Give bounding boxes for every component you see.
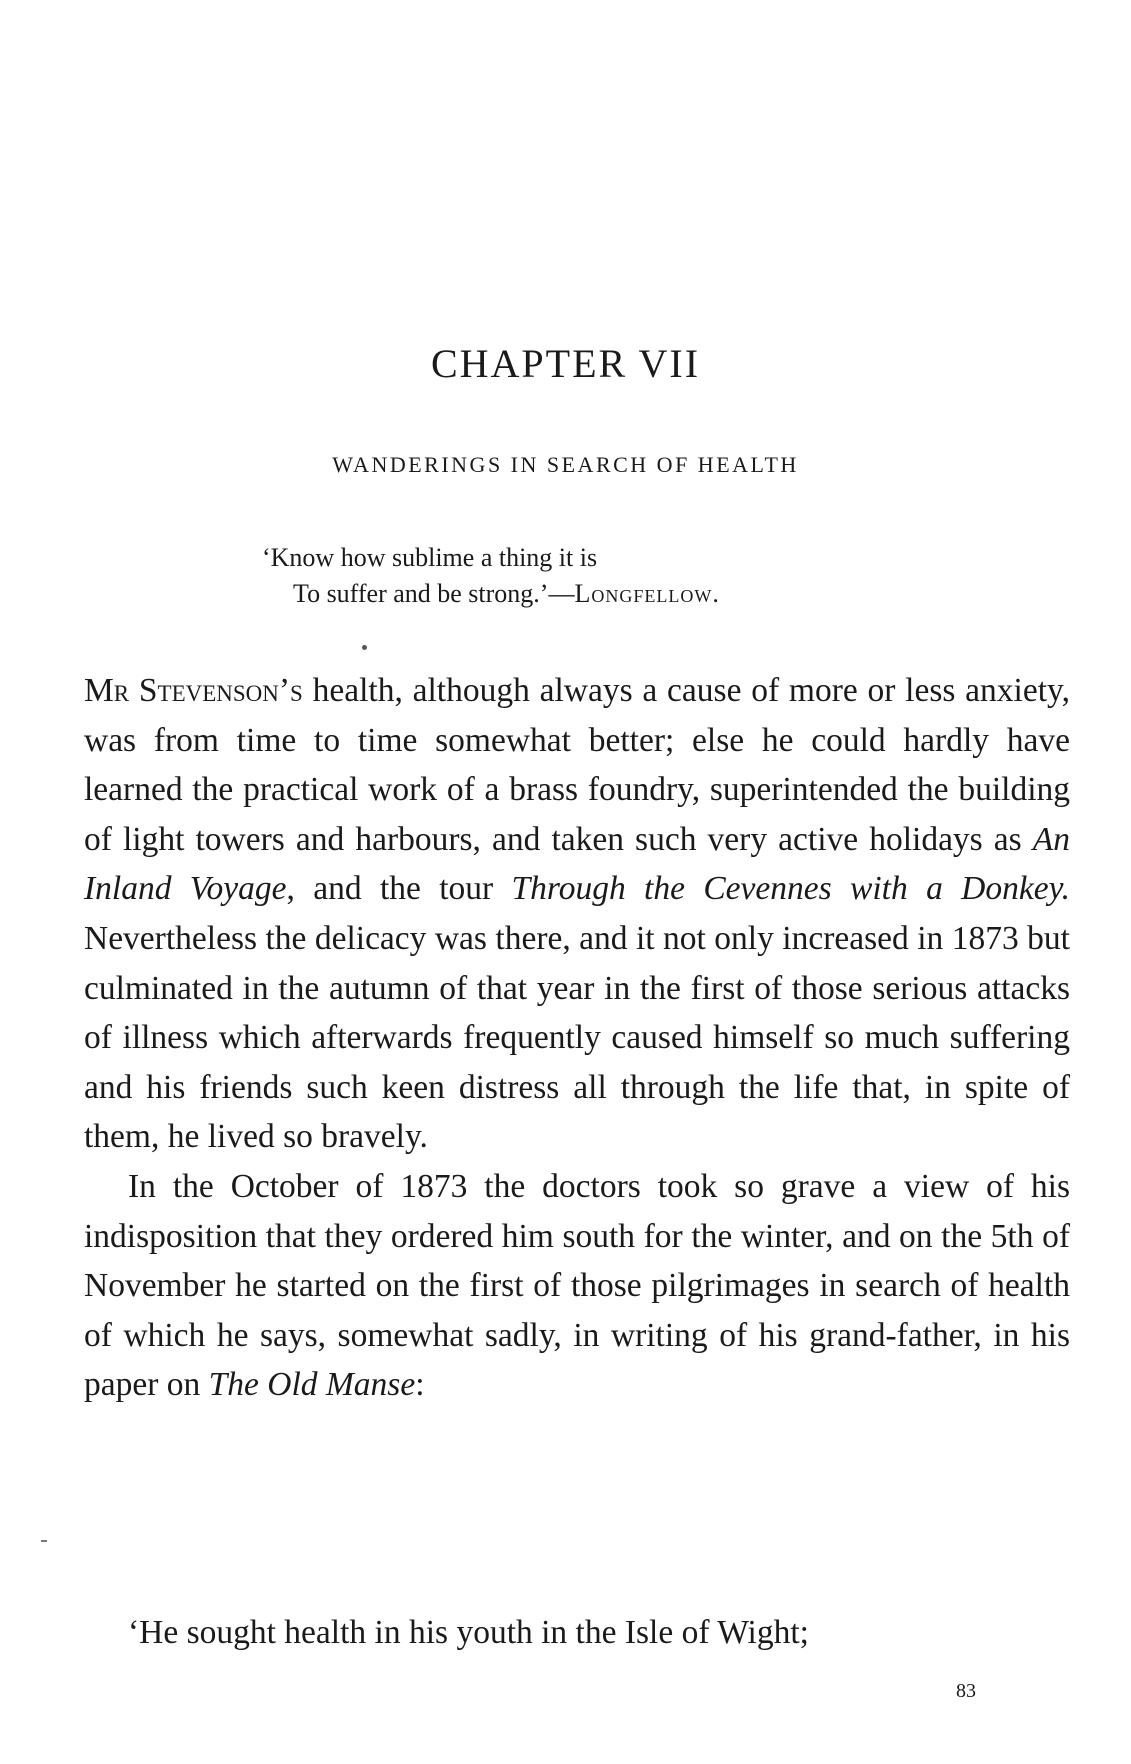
body-text — [84, 666, 1070, 1410]
title-an-inland-voyage: An Inland Voyage — [84, 820, 1070, 908]
chapter-title: CHAPTER VII — [430, 341, 701, 386]
paragraph-1-part-1: health, although always a cause of more or less anxiety, was from time to time somewhat better; else he could hardly have learned the practical work of a brass foundry, superintended the building of light towers and harbours, and taken such very active holidays as — [84, 672, 1070, 858]
paragraph-1-part-2: , and the tour — [286, 870, 512, 908]
margin-mark — [41, 1540, 47, 1542]
paragraph-1-part-3: Nevertheless the delicacy was there, and it not only increased in 1873 but culminated in the autumn of that year in the first of those serious attacks of illness which afterwards frequently caused himself so much suffering and his friends such keen distress all through the life that, in spite of them, he lived so bravely. — [84, 919, 1070, 1156]
epigraph-author: Longfellow. — [574, 579, 720, 608]
print-speck — [362, 645, 367, 650]
epigraph-line-1: ‘Know how sublime a thing it is — [262, 543, 598, 572]
epigraph — [262, 540, 720, 612]
paragraph-1 — [84, 666, 1070, 1162]
page-number: 83 — [956, 1680, 976, 1702]
quote-line: ‘He sought health in his youth in the Isle of Wight; — [128, 1614, 809, 1651]
paragraph-1-lead: Mr Stevenson’s — [84, 672, 303, 709]
epigraph-line-2-text: To suffer and be strong.’— — [293, 579, 575, 608]
title-the-old-manse: The Old Manse — [208, 1366, 416, 1404]
epigraph-line-2 — [262, 576, 720, 612]
title-through-the-cevennes: Through the Cevennes with a Donkey. — [511, 870, 1070, 908]
paragraph-2-part-1: In the October of 1873 the doctors took so grave a view of his indisposition that they ordered him south for the winter, and on the 5th of November he started on the first of those pilgrimages in search of health of which he says, somewhat sadly, in writing of his grand-father, in his paper on — [84, 1167, 1070, 1404]
chapter-subtitle: WANDERINGS IN SEARCH OF HEALTH — [332, 452, 799, 477]
paragraph-2-part-2: : — [415, 1366, 425, 1404]
paragraph-2 — [84, 1162, 1070, 1410]
